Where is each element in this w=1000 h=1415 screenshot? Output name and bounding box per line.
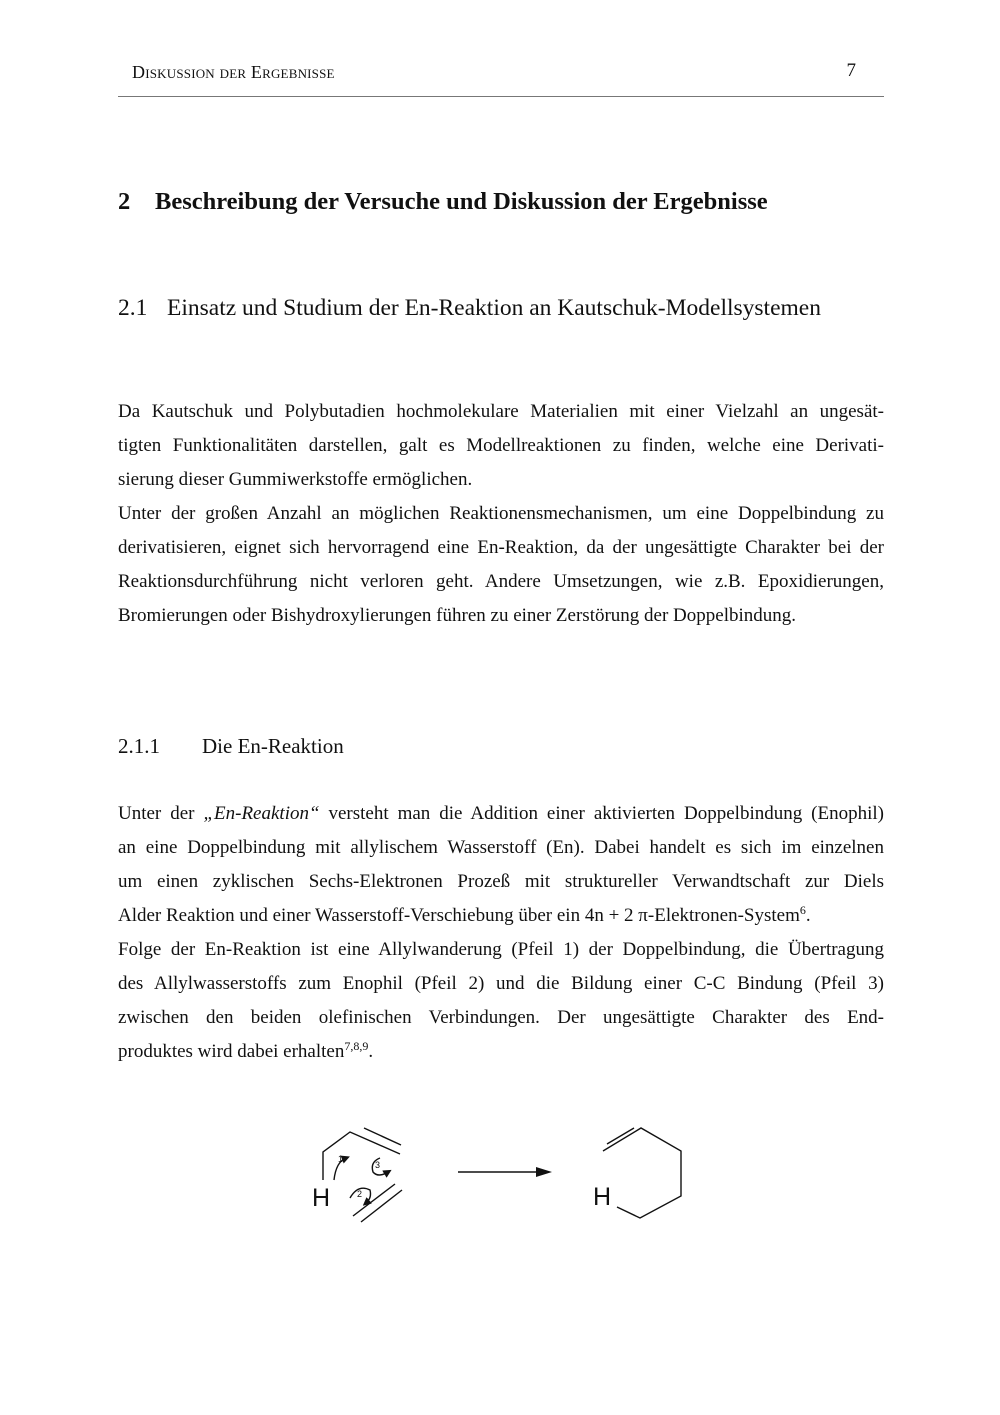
reactant-hydrogen: H bbox=[312, 1184, 331, 1212]
arrow-label-3: 3 bbox=[375, 1160, 381, 1170]
ene-double-bond bbox=[364, 1128, 401, 1145]
text-run: . bbox=[805, 905, 811, 926]
citation-ref: 7,8,9 bbox=[344, 1039, 369, 1053]
citation-ref: 6 bbox=[799, 903, 806, 917]
en-reaction-term: „En-Reaktion“ bbox=[203, 803, 320, 824]
text-line: tigten Funktionalitäten darstellen, galt es Modellreaktionen zu finden, welche eine Derivati- bbox=[118, 435, 884, 456]
text-line: Reaktionsdurchführung nicht verloren geht. Andere Umsetzungen, wie z.B. Epoxidierungen, bbox=[118, 571, 884, 592]
text-line bbox=[118, 1035, 884, 1069]
text-run: Alder Reaktion und einer Wasserstoff-Verschiebung über ein 4n + 2 π-Elektronen-System bbox=[118, 905, 800, 926]
running-head bbox=[118, 60, 884, 84]
product-double-bond bbox=[607, 1128, 634, 1144]
reactant-structure bbox=[323, 1128, 402, 1222]
product-structure bbox=[603, 1128, 681, 1218]
text-line: Folge der En-Reaktion ist eine Allylwanderung (Pfeil 1) der Doppelbindung, die Übertragung bbox=[118, 939, 884, 960]
text-line bbox=[118, 899, 884, 933]
product-hydrogen: H bbox=[593, 1183, 612, 1211]
page-number: 7 bbox=[846, 60, 856, 81]
running-title: Diskussion der Ergebnisse bbox=[132, 62, 335, 82]
text-line: um einen zyklischen Sechs-Elektronen Prozeß mit struktureller Verwandtschaft zur Diels bbox=[118, 871, 884, 892]
text-line: Unter der großen Anzahl an möglichen Reaktionensmechanismen, um eine Doppelbindung zu bbox=[118, 503, 884, 524]
text-line: an eine Doppelbindung mit allylischem Wasserstoff (En). Dabei handelt es sich im einzelnen bbox=[118, 837, 884, 858]
subsection-number: 2.1.1 bbox=[118, 734, 160, 758]
text-line bbox=[118, 797, 884, 831]
header-rule bbox=[118, 96, 884, 97]
text-line: derivatisieren, eignet sich hervorragend eine En-Reaktion, da der ungesättigte Charakter bei der bbox=[118, 537, 884, 558]
reaction-scheme-svg bbox=[300, 1118, 700, 1228]
en-reaction-paragraph bbox=[118, 797, 884, 1069]
product-ring bbox=[603, 1128, 681, 1218]
section-title: Einsatz und Studium der En-Reaktion an Kautschuk-Modellsystemen bbox=[167, 295, 821, 321]
text-run: versteht man die Addition einer aktivierten Doppelbindung (Enophil) bbox=[319, 803, 884, 824]
arrow-label-1: 1 bbox=[338, 1154, 344, 1164]
intro-paragraph bbox=[118, 395, 884, 633]
text-line: Bromierungen oder Bishydroxylierungen führen zu einer Zerstörung der Doppelbindung. bbox=[118, 605, 797, 626]
text-run: Unter der bbox=[118, 803, 204, 824]
text-line: Da Kautschuk und Polybutadien hochmolekulare Materialien mit einer Vielzahl an ungesät- bbox=[118, 401, 884, 422]
text-run: . bbox=[368, 1041, 374, 1062]
chapter-heading bbox=[118, 188, 768, 216]
text-line: sierung dieser Gummiwerkstoffe ermöglichen. bbox=[118, 469, 473, 490]
subsection-title: Die En-Reaktion bbox=[202, 734, 344, 758]
section-heading bbox=[118, 295, 821, 322]
arrow-label-2: 2 bbox=[357, 1189, 363, 1199]
chapter-number: 2 bbox=[118, 188, 131, 215]
reaction-arrow bbox=[458, 1167, 552, 1177]
section-number: 2.1 bbox=[118, 295, 148, 321]
chapter-title: Beschreibung der Versuche und Diskussion der Ergebnisse bbox=[155, 188, 768, 215]
reaction-scheme bbox=[300, 1118, 700, 1228]
text-line: zwischen den beiden olefinischen Verbindungen. Der ungesättigte Charakter des End- bbox=[118, 1007, 884, 1028]
subsection-heading bbox=[118, 734, 344, 759]
text-run: produktes wird dabei erhalten bbox=[118, 1041, 345, 1062]
text-line: des Allylwasserstoffs zum Enophil (Pfeil 2) und die Bildung einer C-C Bindung (Pfeil 3) bbox=[118, 973, 884, 994]
